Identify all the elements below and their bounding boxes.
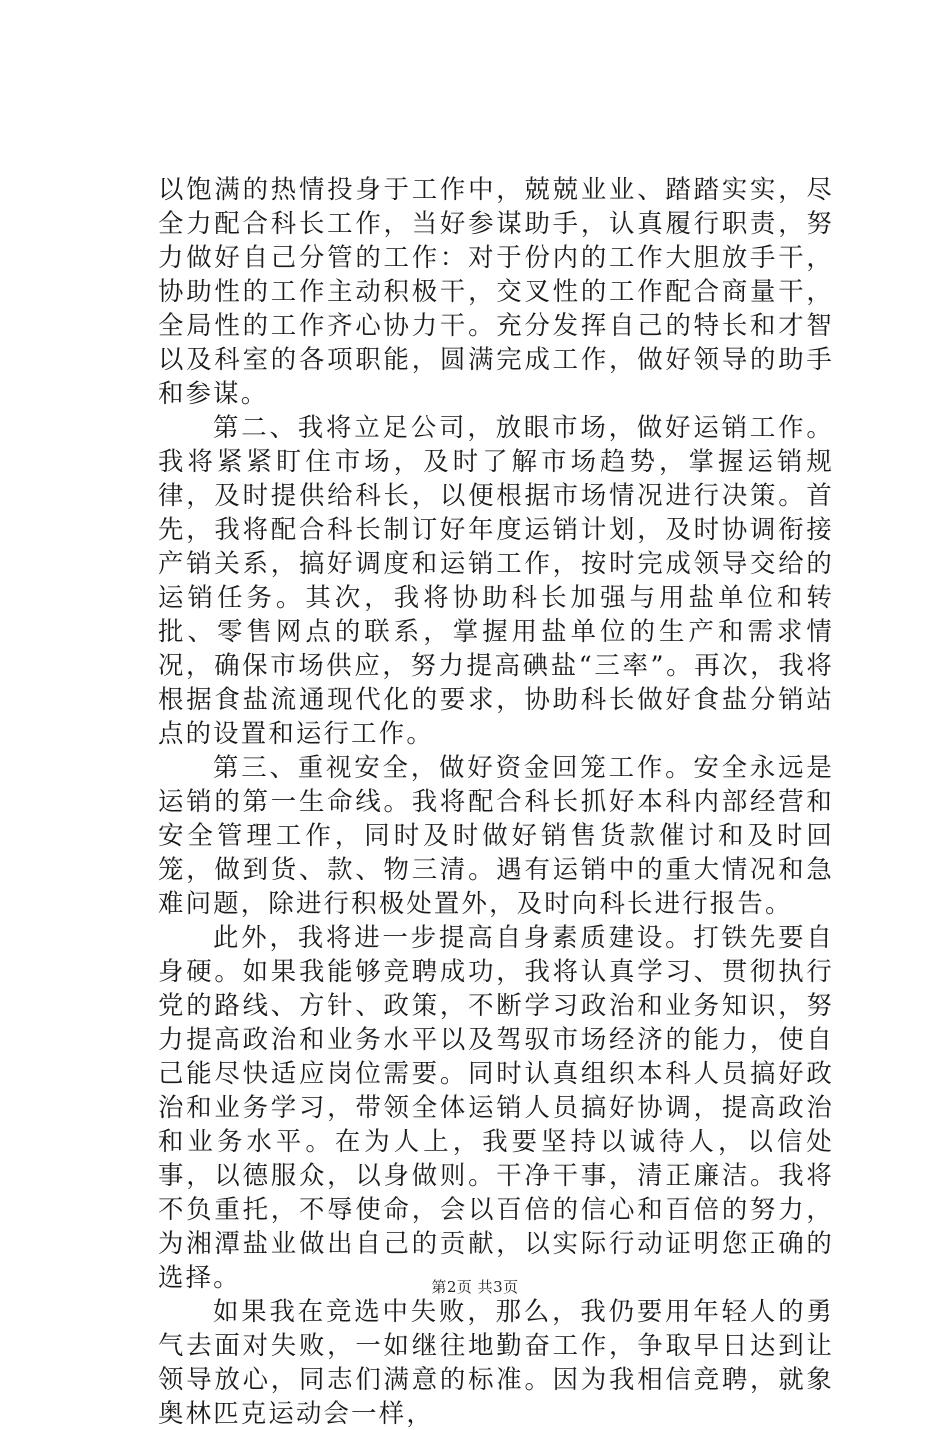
paragraph-3: 第三、重视安全，做好资金回笼工作。安全永远是运销的第一生命线。我将配合科长抓好本科内部经营和安全管理工作，同时及时做好销售货款催讨和及时回笼，做到货、款、物三清。遇有运销中的重大情况和急难问题，除进行积极处置外，及时向科长进行报告。 bbox=[158, 752, 834, 918]
paragraph-4: 此外，我将进一步提高自身素质建设。打铁先要自身硬。如果我能够竞聘成功，我将认真学习、贯彻执行党的路线、方针、政策，不断学习政治和业务知识，努力提高政治和业务水平以及驾驭市场经济的能力，使自己能尽快适应岗位需要。同时认真组织本科人员搞好政治和业务学习，带领全体运销人员搞好协调，提高政治和业务水平。在为人上，我要坚持以诚待人，以信处事，以德服众，以身做则。干净干事，清正廉洁。我将不负重托，不辱使命，会以百倍的信心和百倍的努力，为湘潭盐业做出自己的贡献，以实际行动证明您正确的选择。 bbox=[158, 922, 834, 1292]
paragraph-5: 如果我在竞选中失败，那么，我仍要用年轻人的勇气去面对失败，一如继往地勤奋工作，争取早日达到让领导放心，同志们满意的标准。因为我相信竞聘，就象奥林匹克运动会一样， bbox=[158, 1296, 834, 1428]
document-body bbox=[158, 172, 834, 1430]
paragraph-2: 第二、我将立足公司，放眼市场，做好运销工作。我将紧紧盯住市场，及时了解市场趋势，掌握运销规律，及时提供给科长，以便根据市场情况进行决策。首先，我将配合科长制订好年度运销计划，及时协调衔接产销关系，搞好调度和运销工作，按时完成领导交给的运销任务。其次，我将协助科长加强与用盐单位和转批、零售网点的联系，掌握用盐单位的生产和需求情况，确保市场供应，努力提高碘盐“三率”。再次，我将根据食盐流通现代化的要求，协助科长做好食盐分销站点的设置和运行工作。 bbox=[158, 412, 834, 748]
page-footer bbox=[0, 1276, 950, 1297]
page-number-label: 第2页 共3页 bbox=[431, 1278, 519, 1296]
paragraph-1: 以饱满的热情投身于工作中，兢兢业业、踏踏实实，尽全力配合科长工作，当好参谋助手，认真履行职责，努力做好自己分管的工作：对于份内的工作大胆放手干，协助性的工作主动积极干，交叉性的工作配合商量干，全局性的工作齐心协力干。充分发挥自己的特长和才智以及科室的各项职能，圆满完成工作，做好领导的助手和参谋。 bbox=[158, 174, 834, 408]
